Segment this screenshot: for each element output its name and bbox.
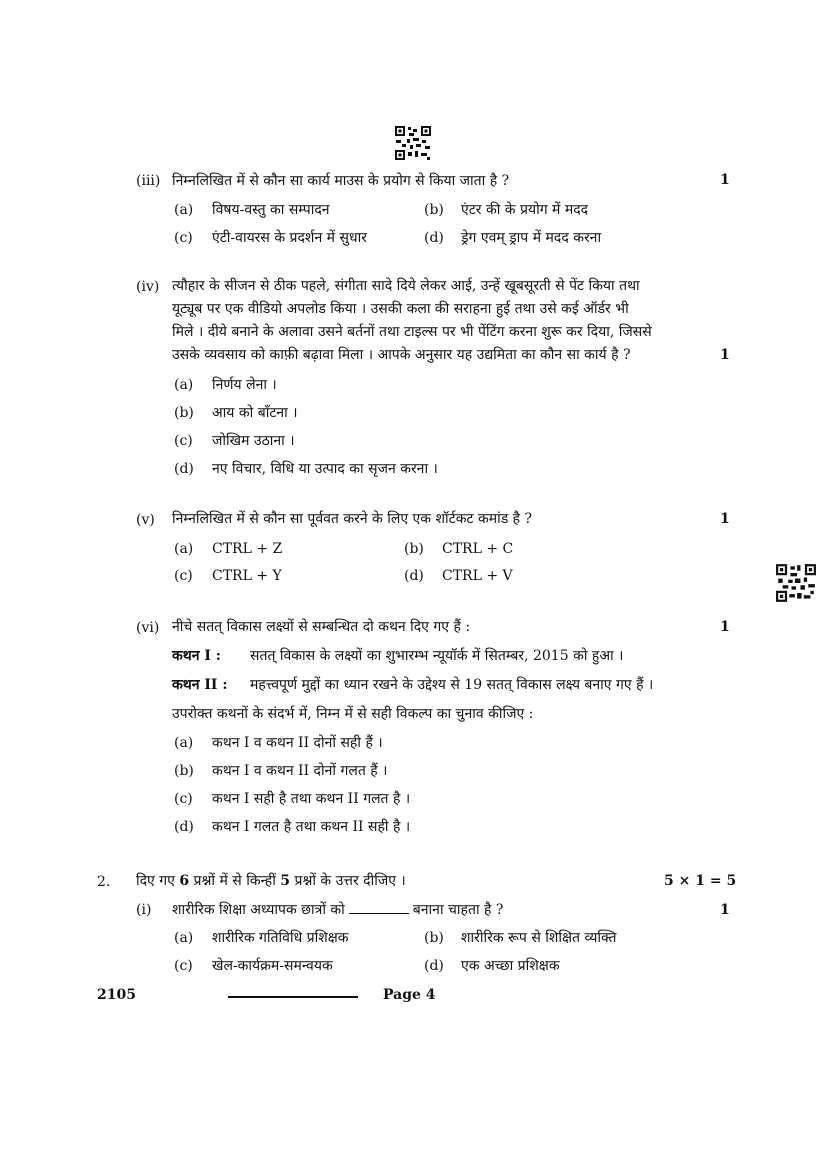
option-text: CTRL + V (442, 568, 513, 584)
option-label: (a) (174, 202, 194, 218)
option-text: कथन I व कथन II दोनों सही हैं । (212, 735, 383, 751)
option-text: कथन I सही है तथा कथन II गलत है । (212, 791, 411, 807)
qr-code-top (395, 126, 431, 160)
question-text: निम्नलिखित में से कौन सा कार्य माउस के प्रयोग से किया जाता है ? (172, 173, 510, 189)
option-text: कथन I गलत है तथा कथन II सही है । (212, 819, 411, 835)
option-text: CTRL + Z (212, 541, 283, 557)
question-text-line: त्यौहार के सीजन से ठीक पहले, संगीता सादे दिये लेकर आई, उन्हें खूबसूरती से पेंट किया तथा (172, 278, 640, 294)
option-text: आय को बाँटना । (212, 405, 298, 421)
option-label: (d) (174, 819, 194, 835)
option-text: एंटर की के प्रयोग में मदद (461, 202, 589, 218)
question-marks: 1 (720, 511, 730, 527)
option-text: खेल-कार्यक्रम-समन्वयक (212, 958, 333, 974)
option-text: एक अच्छा प्रशिक्षक (461, 958, 560, 974)
question-marks: 1 (720, 619, 730, 635)
instruction-text: उपरोक्त कथनों के संदर्भ में, निम्न में से सही विकल्प का चुनाव कीजिए : (172, 706, 534, 722)
option-label: (a) (174, 735, 194, 751)
option-text: एंटी-वायरस के प्रदर्शन में सुधार (212, 230, 367, 246)
option-label: (b) (174, 405, 194, 421)
question-text-line: यूट्यूब पर एक वीडियो अपलोड किया । उसकी कला की सराहना हुई तथा उसे कई ऑर्डर भी (172, 301, 629, 317)
option-label: (c) (174, 433, 193, 449)
page-number: Page 4 (383, 987, 436, 1003)
statement-2-text: महत्त्वपूर्ण मुद्दों का ध्यान रखने के उद्देश्य से 19 सतत् विकास लक्ष्य बनाए गए हैं । (250, 677, 654, 693)
footer-divider (228, 996, 358, 998)
option-label: (c) (174, 230, 193, 246)
option-text: विषय-वस्तु का सम्पादन (212, 202, 330, 218)
question-number: (iii) (136, 173, 161, 189)
option-label: (b) (174, 763, 194, 779)
statement-1-label: कथन I : (172, 648, 221, 664)
question-number: 2. (97, 874, 111, 890)
option-label: (b) (424, 930, 444, 946)
question-marks: 1 (720, 172, 730, 188)
question-text: नीचे सतत् विकास लक्ष्यों से सम्बन्धित दो कथन दिए गए हैं : (172, 619, 471, 635)
option-label: (a) (174, 930, 194, 946)
answer-blank (349, 913, 409, 914)
question-marks: 1 (720, 347, 730, 363)
option-text: जोखिम उठाना । (212, 433, 295, 449)
question-marks: 1 (720, 902, 730, 918)
option-label: (a) (174, 541, 194, 557)
question-number: (v) (136, 512, 155, 528)
option-label: (b) (404, 541, 424, 557)
qr-code-side (776, 563, 816, 603)
option-label: (b) (424, 202, 444, 218)
question-text: निम्नलिखित में से कौन सा पूर्ववत करने के लिए एक शॉर्टकट कमांड है ? (172, 511, 533, 527)
option-label: (a) (174, 377, 194, 393)
option-text: शारीरिक गतिविधि प्रशिक्षक (212, 930, 349, 946)
option-text: कथन I व कथन II दोनों गलत हैं । (212, 763, 388, 779)
question-text-line: उसके व्यवसाय को काफ़ी बढ़ावा मिला । आपके अनुसार यह उद्यमिता का कौन सा कार्य है ? (172, 347, 631, 363)
option-text: CTRL + C (442, 541, 514, 557)
question-2-instruction: दिए गए 6 प्रश्नों में से किन्हीं 5 प्रश्नों के उत्तर दीजिए । (136, 873, 406, 889)
option-text: नए विचार, विधि या उत्पाद का सृजन करना । (212, 461, 438, 477)
option-label: (d) (404, 568, 424, 584)
question-text-line: मिले । दीये बनाने के अलावा उसने बर्तनों तथा टाइल्स पर भी पेंटिंग करना शुरू कर दिया, जिससे (172, 324, 652, 340)
option-text: ड्रेग एवम् ड्राप में मदद करना (461, 230, 602, 246)
statement-1-text: सतत् विकास के लक्ष्यों का शुभारम्भ न्यूयॉर्क में सितम्बर, 2015 को हुआ । (250, 648, 624, 664)
option-label: (d) (424, 958, 444, 974)
option-label: (c) (174, 958, 193, 974)
option-label: (d) (174, 461, 194, 477)
question-number: (vi) (136, 620, 160, 636)
subquestion-number: (i) (136, 902, 152, 918)
option-text: शारीरिक रूप से शिक्षित व्यक्ति (461, 930, 617, 946)
question-marks: 5 × 1 = 5 (664, 873, 737, 889)
subquestion-text: शारीरिक शिक्षा अध्यापक छात्रों को बनाना चाहता है ? (172, 902, 504, 918)
option-label: (d) (424, 230, 444, 246)
option-label: (c) (174, 568, 193, 584)
paper-code: 2105 (97, 987, 136, 1003)
option-text: CTRL + Y (212, 568, 282, 584)
option-label: (c) (174, 791, 193, 807)
question-number: (iv) (136, 279, 160, 295)
option-text: निर्णय लेना । (212, 377, 277, 393)
statement-2-label: कथन II : (172, 677, 228, 693)
